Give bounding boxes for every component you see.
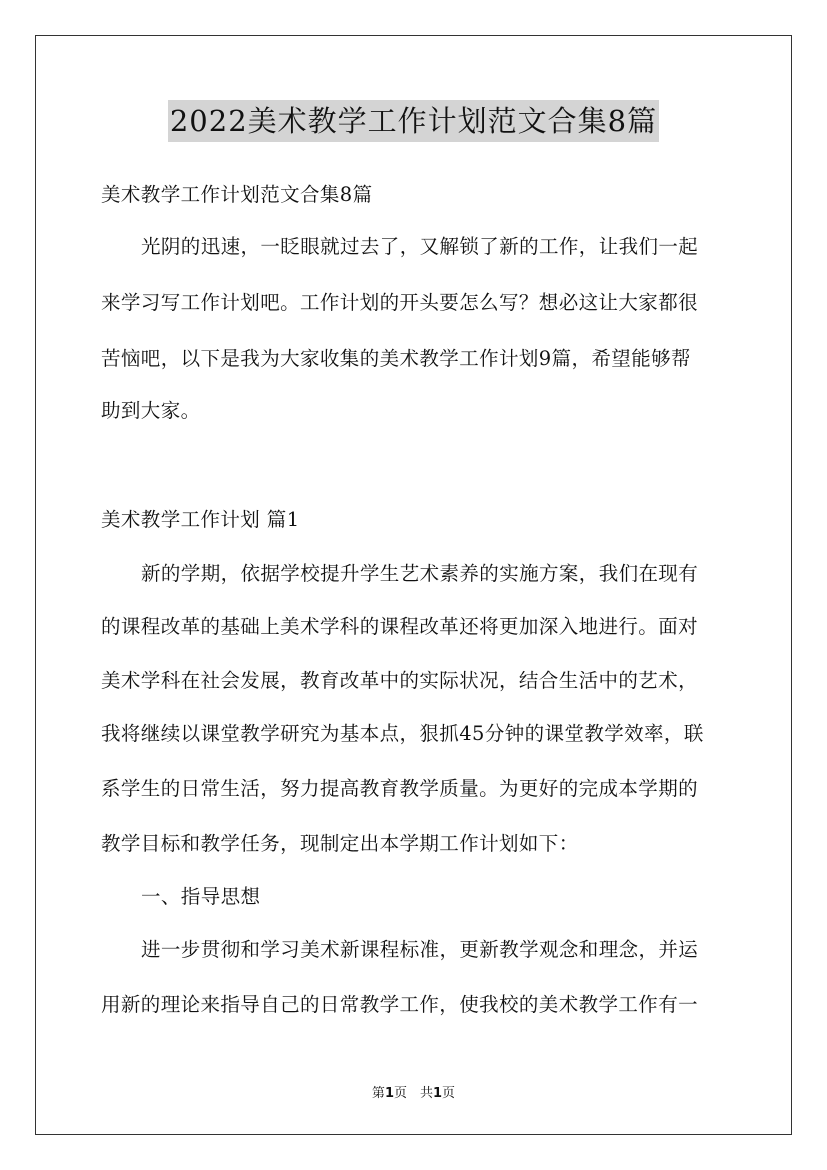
intro-line-4: 助到大家。 (101, 399, 201, 422)
footer-page-total: 1 (433, 1086, 443, 1101)
title-container (0, 100, 827, 142)
section-line-4: 我将继续以课堂教学研究为基本点，狠抓45分钟的课堂教学效率，联 (101, 722, 704, 745)
footer-page-prefix: 第 (371, 1086, 385, 1101)
subheading-guidance: 一、指导思想 (141, 885, 261, 908)
intro-line-3: 苦恼吧，以下是我为大家收集的美术教学工作计划9篇，希望能够帮 (101, 347, 691, 370)
section-line-5: 系学生的日常生活，努力提高教育教学质量。为更好的完成本学期的 (101, 777, 699, 800)
section-line-6: 教学目标和教学任务，现制定出本学期工作计划如下： (101, 832, 579, 855)
footer-page-suffix: 页 (442, 1086, 456, 1101)
footer-page-current: 1 (384, 1086, 394, 1101)
section-line-1: 新的学期，依据学校提升学生艺术素养的实施方案，我们在现有 (141, 562, 699, 585)
section-line-3: 美术学科在社会发展，教育改革中的实际状况，结合生活中的艺术， (101, 669, 699, 692)
guidance-line-1: 进一步贯彻和学习美术新课程标准，更新教学观念和理念，并运 (141, 938, 699, 961)
intro-line-1: 光阴的迅速，一眨眼就过去了，又解锁了新的工作，让我们一起 (141, 235, 699, 258)
subtitle: 美术教学工作计划范文合集8篇 (101, 183, 373, 206)
footer-page-mid: 页 共 (393, 1086, 433, 1101)
intro-line-2: 来学习写工作计划吧。工作计划的开头要怎么写？想必这让大家都很 (101, 291, 699, 314)
section-line-2: 的课程改革的基础上美术学科的课程改革还将更加深入地进行。面对 (101, 615, 699, 638)
document-title: 2022美术教学工作计划范文合集8篇 (168, 100, 659, 142)
section-heading: 美术教学工作计划 篇1 (101, 508, 300, 531)
guidance-line-2: 用新的理论来指导自己的日常教学工作，使我校的美术教学工作有一 (101, 993, 699, 1016)
page-footer (0, 1086, 827, 1102)
